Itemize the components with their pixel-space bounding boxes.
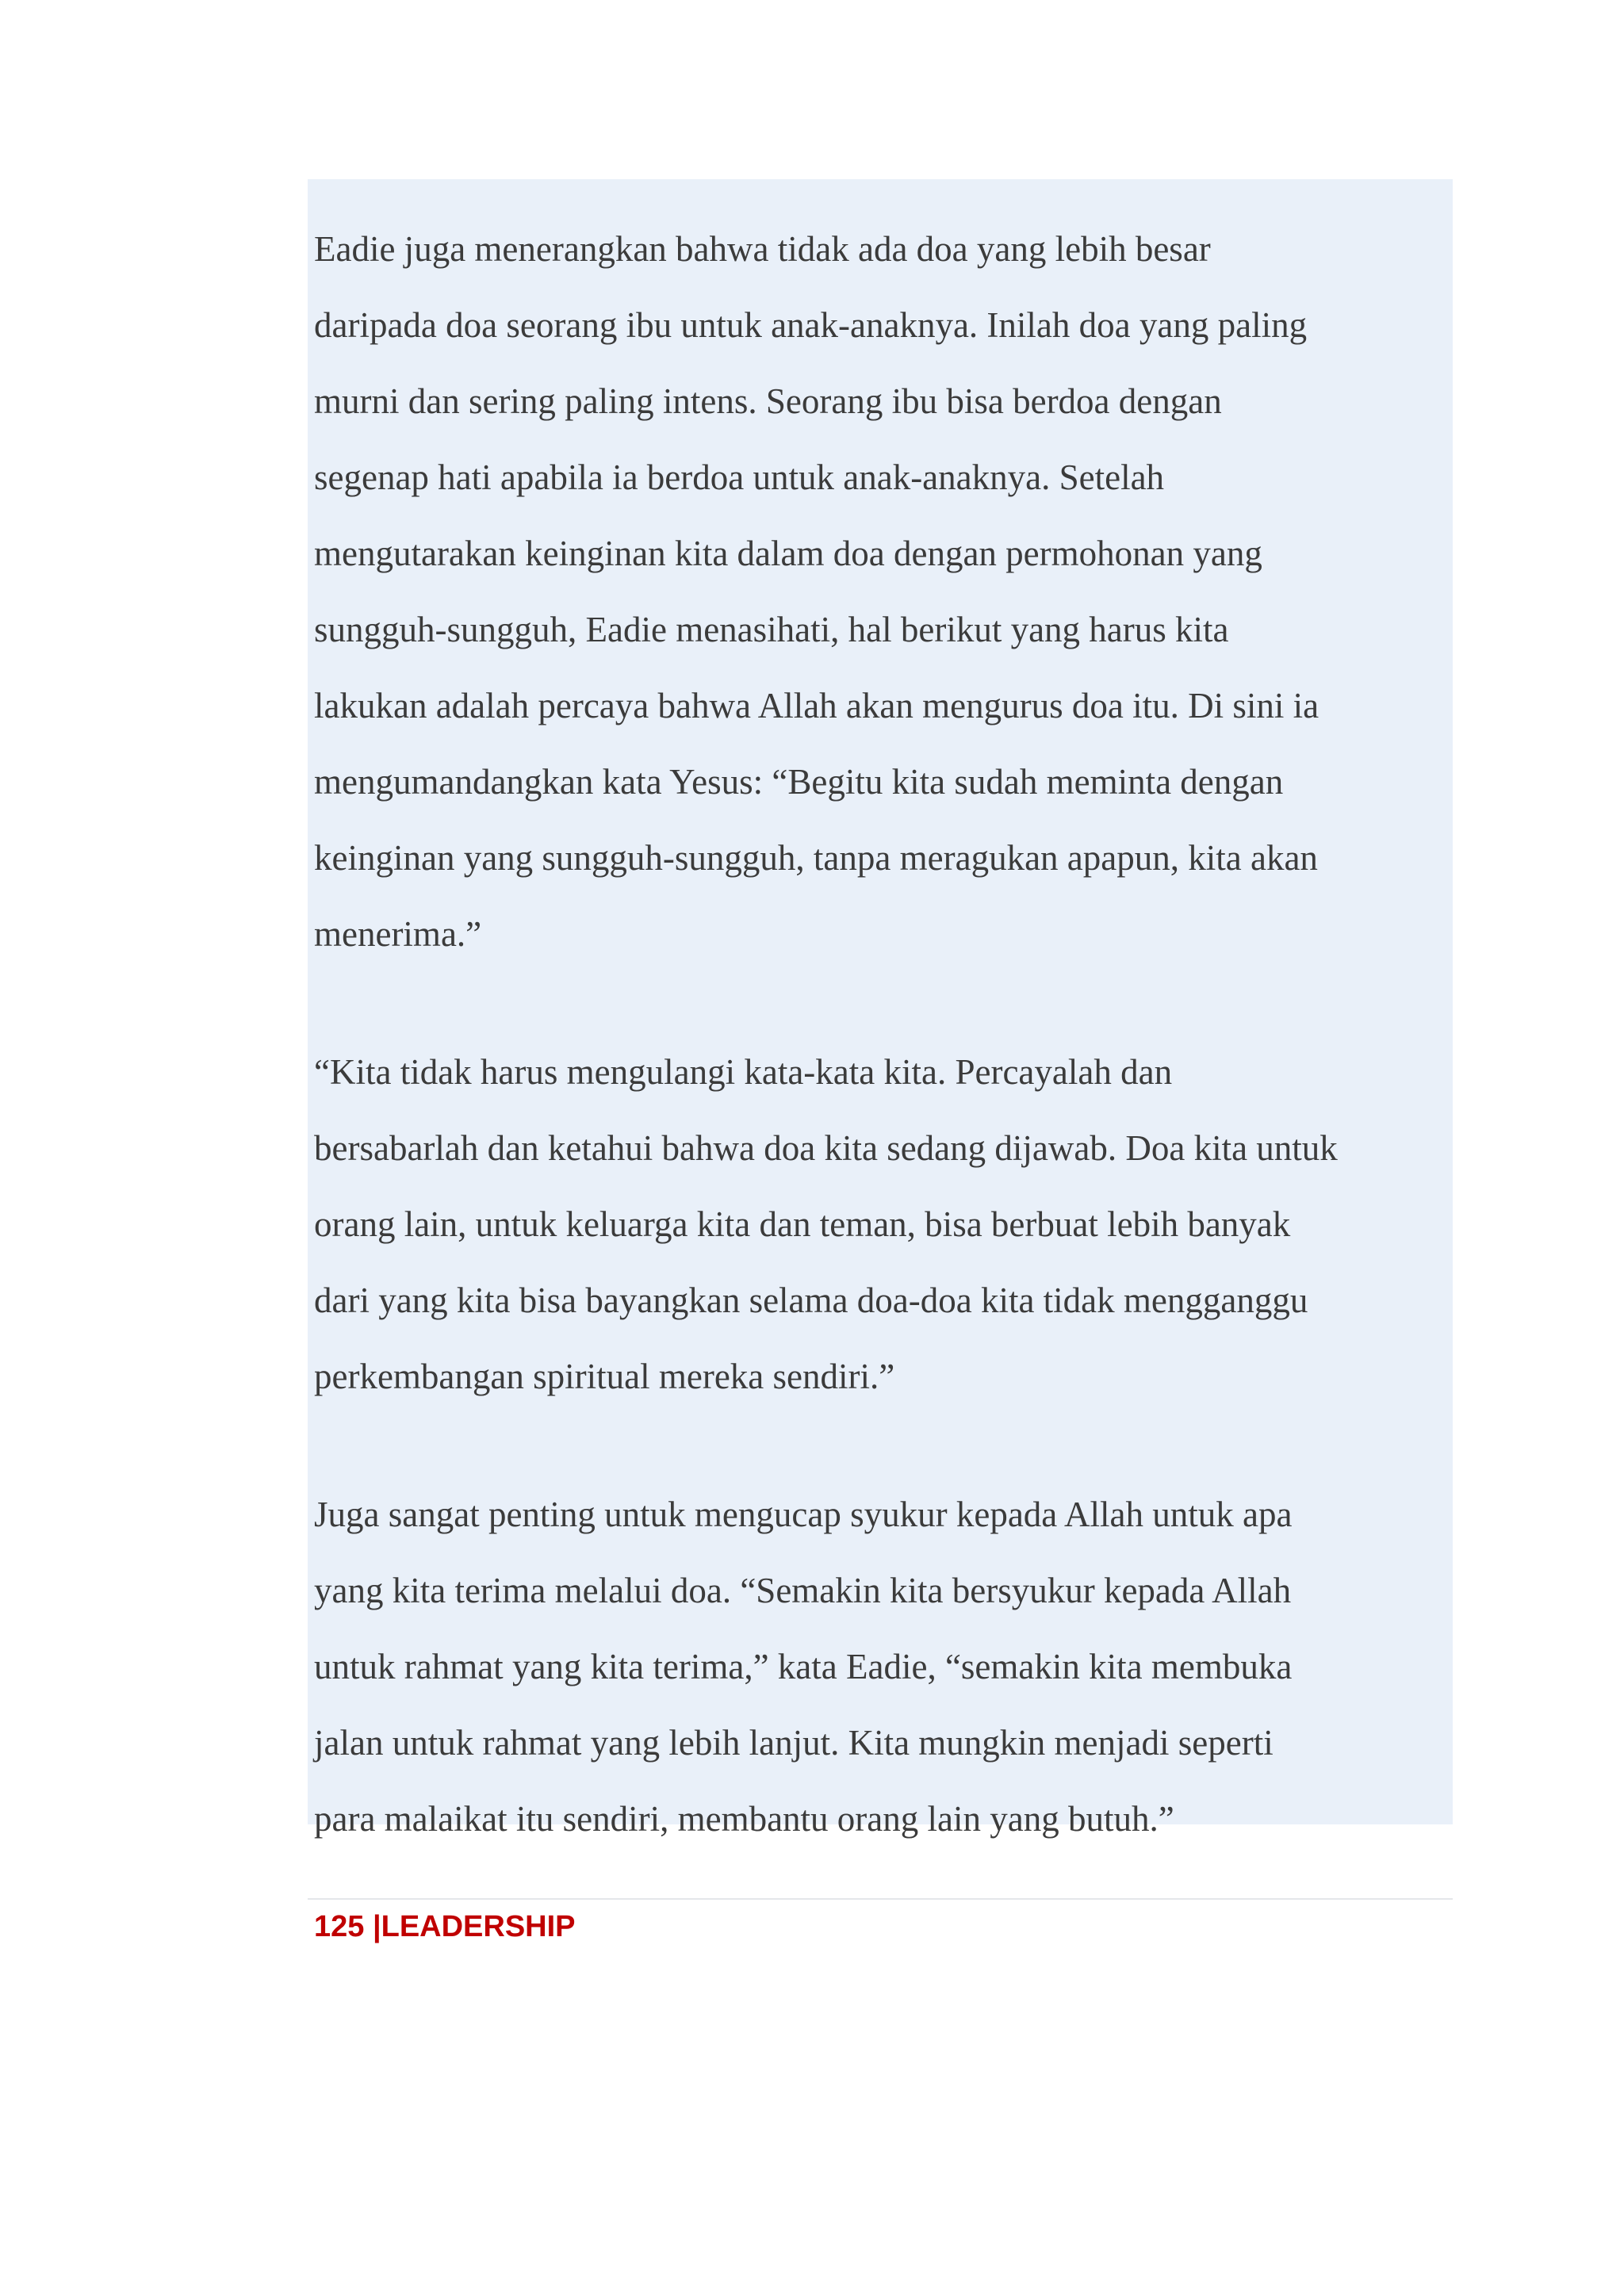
- paragraph-line: “Kita tidak harus mengulangi kata-kata kita. Percayalah dan: [314, 1052, 1173, 1092]
- paragraph-line: untuk rahmat yang kita terima,” kata Eadie, “semakin kita membuka: [314, 1647, 1293, 1686]
- footer-section-title: LEADERSHIP: [381, 1910, 576, 1943]
- paragraph-line: segenap hati apabila ia berdoa untuk anak-anaknya. Setelah: [314, 457, 1165, 497]
- footer-divider: [308, 1898, 1453, 1900]
- paragraph-line: mengutarakan keinginan kita dalam doa dengan permohonan yang: [314, 534, 1262, 573]
- paragraph-line: para malaikat itu sendiri, membantu orang lain yang butuh.”: [314, 1799, 1174, 1839]
- paragraph-3: [314, 1476, 1453, 1857]
- page-number: 125: [314, 1910, 365, 1943]
- footer-separator: |: [364, 1910, 381, 1943]
- paragraph-line: perkembangan spiritual mereka sendiri.”: [314, 1357, 895, 1396]
- paragraph-line: orang lain, untuk keluarga kita dan teman, bisa berbuat lebih banyak: [314, 1204, 1291, 1244]
- paragraph-line: jalan untuk rahmat yang lebih lanjut. Kita mungkin menjadi seperti: [314, 1723, 1274, 1763]
- paragraph-line: sungguh-sungguh, Eadie menasihati, hal berikut yang harus kita: [314, 610, 1229, 649]
- paragraph-line: menerima.”: [314, 914, 482, 954]
- paragraph-line: keinginan yang sungguh-sungguh, tanpa meragukan apapun, kita akan: [314, 838, 1318, 878]
- paragraph-line: lakukan adalah percaya bahwa Allah akan mengurus doa itu. Di sini ia: [314, 686, 1320, 725]
- paragraph-line: yang kita terima melalui doa. “Semakin kita bersyukur kepada Allah: [314, 1571, 1292, 1610]
- paragraph-gap: [314, 1414, 1453, 1476]
- paragraph-line: mengumandangkan kata Yesus: “Begitu kita sudah meminta dengan: [314, 762, 1284, 802]
- paragraph-line: dari yang kita bisa bayangkan selama doa-doa kita tidak mengganggu: [314, 1280, 1308, 1320]
- paragraph-line: Juga sangat penting untuk mengucap syukur kepada Allah untuk apa: [314, 1495, 1293, 1534]
- paragraph-2: [314, 1034, 1453, 1414]
- paragraph-line: Eadie juga menerangkan bahwa tidak ada doa yang lebih besar: [314, 229, 1211, 269]
- paragraph-1: [314, 211, 1453, 972]
- page-footer: [314, 1904, 576, 1949]
- paragraph-line: murni dan sering paling intens. Seorang ibu bisa berdoa dengan: [314, 381, 1222, 421]
- paragraph-line: bersabarlah dan ketahui bahwa doa kita sedang dijawab. Doa kita untuk: [314, 1128, 1338, 1168]
- paragraph-gap: [314, 972, 1453, 1034]
- paragraph-line: daripada doa seorang ibu untuk anak-anaknya. Inilah doa yang paling: [314, 305, 1308, 345]
- highlighted-text-block: [308, 179, 1453, 1839]
